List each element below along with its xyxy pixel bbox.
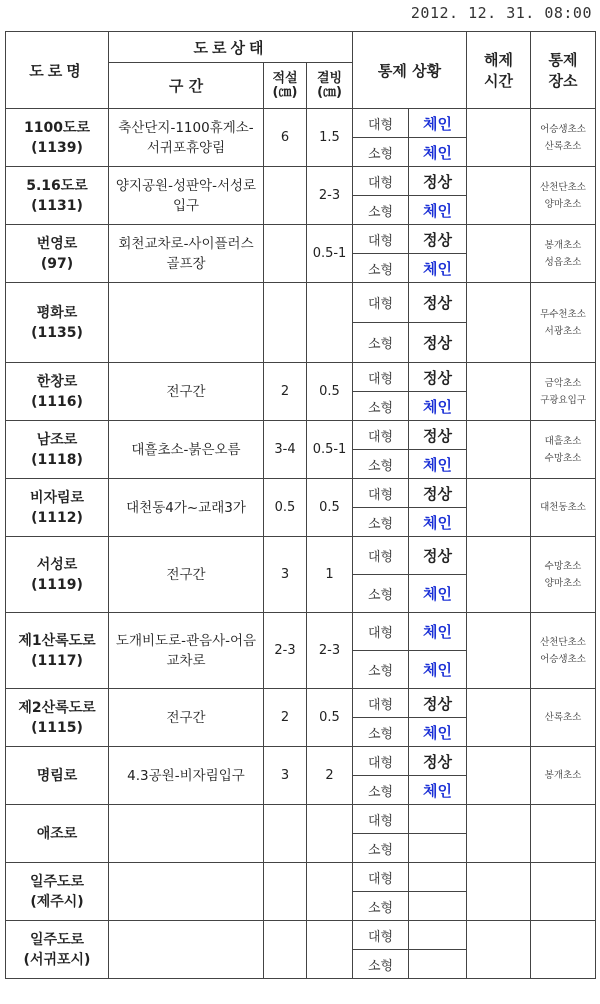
road-name-cell <box>6 421 109 479</box>
status-small <box>409 950 467 979</box>
road-section: 전구간 <box>109 363 264 421</box>
road-section <box>109 283 264 363</box>
vehicle-type-large: 대형 <box>353 689 409 718</box>
road-section <box>109 921 264 979</box>
vehicle-type-small: 소형 <box>353 718 409 747</box>
snow-depth <box>264 225 307 283</box>
status-small: 체인 <box>409 254 467 283</box>
status-large: 정상 <box>409 479 467 508</box>
road-name: 1100도로 <box>23 119 90 136</box>
table-row <box>6 283 596 323</box>
status-small: 체인 <box>409 718 467 747</box>
ice-depth: 2 <box>307 747 353 805</box>
road-name-cell <box>6 613 109 689</box>
control-place-item: 대흘초소 <box>544 435 582 447</box>
release-time <box>467 283 531 363</box>
vehicle-type-large: 대형 <box>353 225 409 254</box>
control-place <box>531 167 596 225</box>
snow-depth: 3 <box>264 747 307 805</box>
release-time <box>467 479 531 537</box>
road-section: 축산단지-1100휴게소-서귀포휴양림 <box>109 109 264 167</box>
road-name: 한창로 <box>36 373 78 390</box>
control-place-item: 대천동초소 <box>540 502 586 513</box>
status-large: 정상 <box>409 167 467 196</box>
control-place-item: 수망초소 <box>544 560 582 572</box>
road-name: 5.16도로 <box>26 177 88 194</box>
release-time <box>467 613 531 689</box>
road-name-cell <box>6 537 109 613</box>
road-section: 회천교차로-사이플러스골프장 <box>109 225 264 283</box>
ice-depth: 2-3 <box>307 167 353 225</box>
road-code: (1118) <box>31 451 83 468</box>
ice-depth: 2-3 <box>307 613 353 689</box>
status-large: 정상 <box>409 421 467 450</box>
status-large <box>409 921 467 950</box>
ice-depth: 0.5-1 <box>307 421 353 479</box>
ice-depth: 0.5-1 <box>307 225 353 283</box>
status-large: 정상 <box>409 537 467 575</box>
ice-depth <box>307 283 353 363</box>
road-name: 번영로 <box>36 235 78 252</box>
control-place <box>531 805 596 863</box>
control-place-item: 양마초소 <box>544 198 582 210</box>
control-place <box>531 537 596 613</box>
road-code: (1119) <box>31 576 83 593</box>
vehicle-type-small: 소형 <box>353 892 409 921</box>
release-time <box>467 921 531 979</box>
vehicle-type-large: 대형 <box>353 537 409 575</box>
vehicle-type-small: 소형 <box>353 254 409 283</box>
control-place <box>531 921 596 979</box>
snow-depth <box>264 805 307 863</box>
road-code: (1139) <box>31 139 83 156</box>
table-row <box>6 805 596 834</box>
vehicle-type-large: 대형 <box>353 613 409 651</box>
road-name-cell <box>6 863 109 921</box>
table-row <box>6 479 596 508</box>
status-small: 정상 <box>409 323 467 363</box>
road-code: (1115) <box>31 719 83 736</box>
road-name-cell <box>6 479 109 537</box>
vehicle-type-small: 소형 <box>353 138 409 167</box>
release-time <box>467 805 531 863</box>
road-section: 4.3공원-비자림입구 <box>109 747 264 805</box>
snow-depth: 3 <box>264 537 307 613</box>
status-large: 정상 <box>409 689 467 718</box>
table-row <box>6 363 596 392</box>
status-small: 체인 <box>409 776 467 805</box>
release-time <box>467 225 531 283</box>
road-section: 양지공원-성판악-서성로입구 <box>109 167 264 225</box>
header-release-time <box>467 32 531 109</box>
road-name-cell <box>6 167 109 225</box>
header-release-time-line1: 해제 <box>484 51 513 69</box>
control-place <box>531 479 596 537</box>
control-place <box>531 689 596 747</box>
road-name-cell <box>6 689 109 747</box>
vehicle-type-large: 대형 <box>353 479 409 508</box>
status-small: 체인 <box>409 575 467 613</box>
table-row <box>6 921 596 950</box>
table-header <box>6 32 596 109</box>
header-snow-unit: (㎝) <box>272 84 298 100</box>
status-small: 체인 <box>409 450 467 479</box>
road-name: 남조로 <box>36 431 78 448</box>
vehicle-type-small: 소형 <box>353 508 409 537</box>
control-place <box>531 109 596 167</box>
control-place-item: 산록초소 <box>544 712 582 723</box>
header-ice-label: 결빙 <box>316 70 343 86</box>
road-code: (1135) <box>31 324 83 341</box>
table-row <box>6 613 596 651</box>
road-name-cell <box>6 363 109 421</box>
road-name: 제1산록도로 <box>18 632 96 649</box>
control-place-item: 봉개초소 <box>544 239 582 251</box>
snow-depth: 2 <box>264 689 307 747</box>
snow-depth <box>264 283 307 363</box>
ice-depth: 1.5 <box>307 109 353 167</box>
ice-depth: 1 <box>307 537 353 613</box>
status-large: 정상 <box>409 283 467 323</box>
ice-depth <box>307 805 353 863</box>
header-control-place <box>531 32 596 109</box>
control-place <box>531 225 596 283</box>
vehicle-type-large: 대형 <box>353 921 409 950</box>
road-control-table <box>5 31 596 979</box>
control-place-item: 서광초소 <box>544 325 582 337</box>
status-large <box>409 863 467 892</box>
vehicle-type-large: 대형 <box>353 283 409 323</box>
vehicle-type-large: 대형 <box>353 863 409 892</box>
vehicle-type-large: 대형 <box>353 421 409 450</box>
table-row <box>6 225 596 254</box>
ice-depth: 0.5 <box>307 363 353 421</box>
release-time <box>467 537 531 613</box>
snow-depth <box>264 921 307 979</box>
status-small <box>409 834 467 863</box>
ice-depth <box>307 863 353 921</box>
control-place <box>531 363 596 421</box>
header-road-name: 도로명 <box>6 32 109 109</box>
vehicle-type-small: 소형 <box>353 196 409 225</box>
ice-depth: 0.5 <box>307 689 353 747</box>
header-ice-unit: (㎝) <box>317 84 342 100</box>
status-small: 체인 <box>409 508 467 537</box>
header-section: 구 간 <box>109 63 264 109</box>
road-name-cell <box>6 225 109 283</box>
status-large: 정상 <box>409 747 467 776</box>
status-large: 체인 <box>409 109 467 138</box>
road-code: (제주시) <box>30 893 84 910</box>
header-control-place-line1: 통제 <box>548 51 578 69</box>
snow-depth: 2 <box>264 363 307 421</box>
status-large: 체인 <box>409 613 467 651</box>
road-name-cell <box>6 283 109 363</box>
header-release-time-line2: 시간 <box>484 72 513 90</box>
vehicle-type-large: 대형 <box>353 167 409 196</box>
status-small: 체인 <box>409 138 467 167</box>
control-place-item: 어승생초소 <box>540 123 586 135</box>
road-name-cell <box>6 747 109 805</box>
road-name: 일주도로 <box>29 873 85 890</box>
table-row <box>6 747 596 776</box>
release-time <box>467 863 531 921</box>
road-code: (1112) <box>31 509 83 526</box>
road-code: (서귀포시) <box>23 951 91 968</box>
vehicle-type-small: 소형 <box>353 776 409 805</box>
vehicle-type-small: 소형 <box>353 323 409 363</box>
status-large <box>409 805 467 834</box>
status-large: 정상 <box>409 225 467 254</box>
road-section: 대천동4가~교래3가 <box>109 479 264 537</box>
control-place-item: 성읍초소 <box>544 256 582 268</box>
header-control-place-line2: 장소 <box>548 72 578 90</box>
road-name: 명림로 <box>36 767 78 784</box>
road-name: 일주도로 <box>29 931 85 948</box>
road-code: (1117) <box>31 652 83 669</box>
road-name-cell <box>6 109 109 167</box>
snow-depth <box>264 863 307 921</box>
control-place-item: 수망초소 <box>544 452 582 464</box>
release-time <box>467 421 531 479</box>
table-row <box>6 863 596 892</box>
vehicle-type-small: 소형 <box>353 834 409 863</box>
road-section: 전구간 <box>109 689 264 747</box>
release-time <box>467 689 531 747</box>
road-code: (1116) <box>31 393 83 410</box>
snow-depth: 2-3 <box>264 613 307 689</box>
control-place-item: 봉개초소 <box>544 770 582 781</box>
control-place-item: 금악초소 <box>544 377 582 389</box>
snow-depth: 0.5 <box>264 479 307 537</box>
control-place-item: 무수천초소 <box>540 308 586 320</box>
header-control-status: 통제 상황 <box>353 32 467 109</box>
release-time <box>467 109 531 167</box>
vehicle-type-small: 소형 <box>353 950 409 979</box>
vehicle-type-small: 소형 <box>353 392 409 421</box>
control-place-item: 어승생초소 <box>540 653 586 665</box>
status-small: 체인 <box>409 392 467 421</box>
header-ice <box>307 63 353 109</box>
road-name-cell <box>6 805 109 863</box>
road-name: 서성로 <box>36 556 78 573</box>
road-name: 제2산록도로 <box>18 699 96 716</box>
status-large: 정상 <box>409 363 467 392</box>
control-place <box>531 283 596 363</box>
road-section: 전구간 <box>109 537 264 613</box>
control-place-item: 산천단초소 <box>540 181 586 193</box>
road-section: 도개비도로-관음사-어음교차로 <box>109 613 264 689</box>
snow-depth: 3-4 <box>264 421 307 479</box>
table-body <box>6 109 596 979</box>
road-section: 대흘초소-붉은오름 <box>109 421 264 479</box>
snow-depth <box>264 167 307 225</box>
road-name-cell <box>6 921 109 979</box>
road-section <box>109 805 264 863</box>
report-timestamp: 2012. 12. 31. 08:00 <box>410 4 592 22</box>
ice-depth <box>307 921 353 979</box>
table-row <box>6 109 596 138</box>
control-place-item: 구광요입구 <box>540 394 586 406</box>
control-place-item: 양마초소 <box>544 577 582 589</box>
control-place <box>531 421 596 479</box>
vehicle-type-small: 소형 <box>353 575 409 613</box>
vehicle-type-large: 대형 <box>353 747 409 776</box>
road-name: 비자림로 <box>29 489 85 506</box>
header-snow-label: 적설 <box>272 70 298 86</box>
vehicle-type-large: 대형 <box>353 109 409 138</box>
control-place <box>531 863 596 921</box>
vehicle-type-large: 대형 <box>353 363 409 392</box>
header-snow <box>264 63 307 109</box>
table-row <box>6 421 596 450</box>
control-place-item: 산천단초소 <box>540 636 586 648</box>
status-small <box>409 892 467 921</box>
road-name: 애조로 <box>36 825 78 842</box>
road-code: (97) <box>40 255 74 272</box>
status-small: 체인 <box>409 651 467 689</box>
control-place <box>531 747 596 805</box>
release-time <box>467 747 531 805</box>
vehicle-type-small: 소형 <box>353 651 409 689</box>
road-name: 평화로 <box>36 304 78 321</box>
control-place-item: 산록초소 <box>544 140 582 152</box>
release-time <box>467 167 531 225</box>
snow-depth: 6 <box>264 109 307 167</box>
table-row <box>6 689 596 718</box>
header-road-condition: 도로상태 <box>109 32 353 63</box>
vehicle-type-small: 소형 <box>353 450 409 479</box>
control-place <box>531 613 596 689</box>
table-row <box>6 537 596 575</box>
road-code: (1131) <box>31 197 83 214</box>
table-row <box>6 167 596 196</box>
road-section <box>109 863 264 921</box>
ice-depth: 0.5 <box>307 479 353 537</box>
vehicle-type-large: 대형 <box>353 805 409 834</box>
release-time <box>467 363 531 421</box>
status-small: 체인 <box>409 196 467 225</box>
